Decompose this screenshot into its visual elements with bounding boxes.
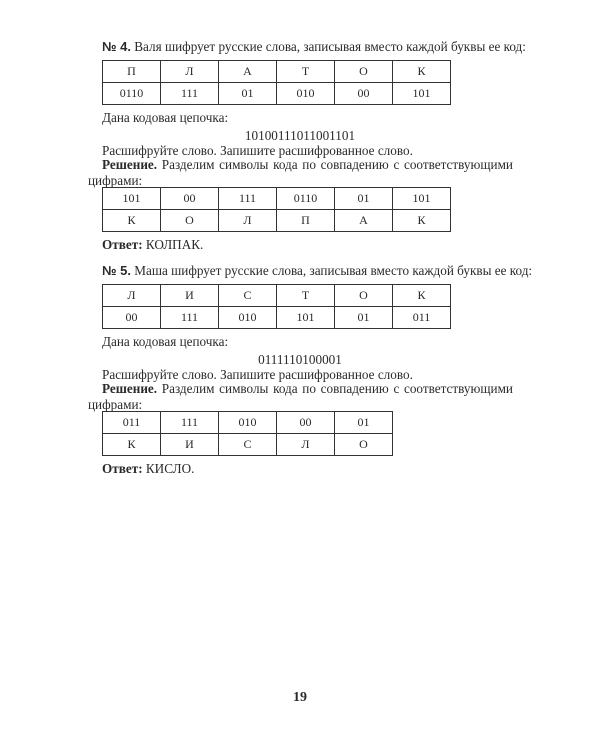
problem-5-number: № 5. (102, 263, 131, 278)
problem-4-statement (102, 39, 526, 55)
problem-4-task: Расшифруйте слово. Запишите расшифрованное слово. (102, 143, 413, 158)
table-row (103, 434, 393, 456)
table-cell: К (393, 210, 451, 232)
problem-5-statement-text: Маша шифрует русские слова, записывая вместо каждой буквы ее код: (134, 263, 533, 278)
problem-4-answer-value: КОЛПАК. (145, 237, 204, 252)
table-cell: 00 (103, 307, 161, 329)
table-cell: К (393, 285, 451, 307)
table-cell: 01 (219, 83, 277, 105)
table-cell: К (393, 61, 451, 83)
problem-5-solution (88, 381, 513, 413)
table-cell: 101 (277, 307, 335, 329)
table-cell: 111 (161, 307, 219, 329)
table-cell: И (161, 434, 219, 456)
table-cell: П (277, 210, 335, 232)
table-row (103, 412, 393, 434)
table-cell: С (219, 285, 277, 307)
table-cell: 00 (335, 83, 393, 105)
table-cell: О (335, 285, 393, 307)
problem-4-solution-text: Разделим символы кода по совпадению с соответствующими цифрами: (88, 157, 513, 188)
table-cell: Т (277, 61, 335, 83)
problem-4-given: Дана кодовая цепочка: (102, 110, 229, 125)
table-cell: 111 (161, 412, 219, 434)
table-cell: 010 (219, 307, 277, 329)
table-row (103, 210, 451, 232)
table-cell: 010 (277, 83, 335, 105)
table-cell: 0110 (103, 83, 161, 105)
table-cell: О (335, 61, 393, 83)
table-cell: О (161, 210, 219, 232)
table-cell: К (103, 210, 161, 232)
table-cell: К (103, 434, 161, 456)
table-row (103, 61, 451, 83)
problem-5-given: Дана кодовая цепочка: (102, 334, 229, 349)
table-cell: И (161, 285, 219, 307)
table-row (103, 83, 451, 105)
problem-5-solution-text: Разделим символы кода по совпадению с соответствующими цифрами: (88, 381, 513, 412)
table-cell: 01 (335, 412, 393, 434)
table-row (103, 188, 451, 210)
problem-5-answer (102, 461, 194, 477)
table-cell: О (335, 434, 393, 456)
table-cell: 0110 (277, 188, 335, 210)
table-cell: 010 (219, 412, 277, 434)
table-cell: 101 (393, 188, 451, 210)
problem-4-answer (102, 237, 203, 253)
table-cell: 011 (393, 307, 451, 329)
table-cell: А (335, 210, 393, 232)
table-cell: Л (277, 434, 335, 456)
table-row (103, 307, 451, 329)
table-cell: 101 (393, 83, 451, 105)
problem-4-answer-label: Ответ: (102, 237, 143, 252)
problem-5-solution-label: Решение. (102, 381, 158, 396)
problem-4-solution (88, 157, 513, 189)
problem-5-answer-value: КИСЛО. (145, 461, 195, 476)
problem-5-solution-table (102, 411, 393, 456)
table-cell: П (103, 61, 161, 83)
problem-4-solution-table (102, 187, 451, 232)
table-cell: А (219, 61, 277, 83)
problem-4-statement-text: Валя шифрует русские слова, записывая вместо каждой буквы ее код: (134, 39, 526, 54)
table-cell: С (219, 434, 277, 456)
problem-4-solution-label: Решение. (102, 157, 158, 172)
table-cell: 00 (277, 412, 335, 434)
problem-4-chain: 10100111011001101 (244, 128, 356, 143)
page-number: 19 (293, 690, 307, 705)
table-cell: 01 (335, 307, 393, 329)
problem-5-answer-label: Ответ: (102, 461, 143, 476)
table-cell: Л (161, 61, 219, 83)
table-row (103, 285, 451, 307)
table-cell: 011 (103, 412, 161, 434)
problem-5-chain: 0111110100001 (258, 352, 342, 367)
problem-5-code-table (102, 284, 451, 329)
table-cell: Т (277, 285, 335, 307)
table-cell: 01 (335, 188, 393, 210)
table-cell: Л (219, 210, 277, 232)
table-cell: 101 (103, 188, 161, 210)
problem-4-number: № 4. (102, 39, 131, 54)
table-cell: 111 (161, 83, 219, 105)
table-cell: Л (103, 285, 161, 307)
problem-5-statement (102, 263, 532, 279)
table-cell: 00 (161, 188, 219, 210)
problem-5-task: Расшифруйте слово. Запишите расшифрованное слово. (102, 367, 413, 382)
table-cell: 111 (219, 188, 277, 210)
problem-4-code-table (102, 60, 451, 105)
